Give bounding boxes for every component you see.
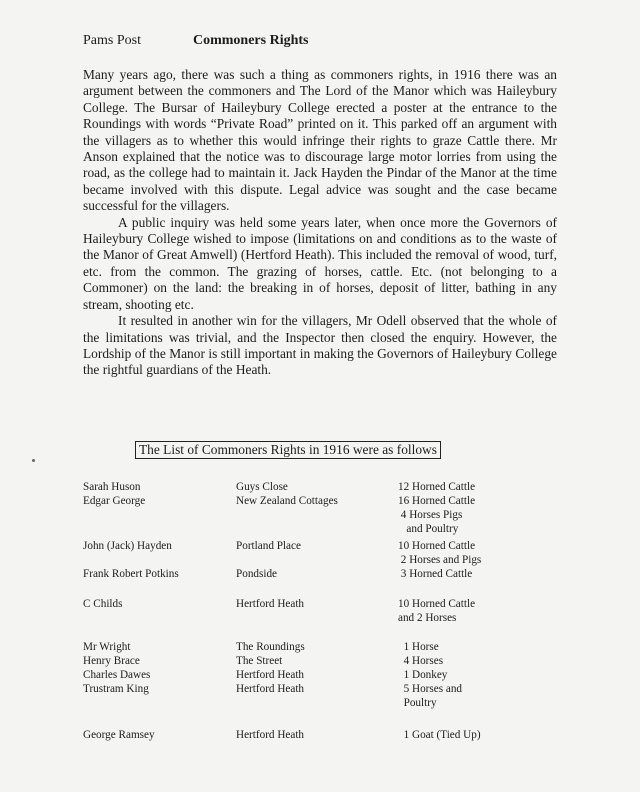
commoner-rights: 5 Horses and Poultry bbox=[403, 683, 463, 709]
commoner-name: C Childs bbox=[83, 598, 123, 610]
commoner-place: The Roundings bbox=[236, 641, 305, 653]
commoner-rights: 1 Goat (Tied Up) bbox=[398, 729, 481, 741]
commoner-rights: 1 Donkey bbox=[398, 669, 448, 681]
commoner-place: New Zealand Cottages bbox=[236, 495, 338, 507]
scan-speck bbox=[32, 459, 35, 462]
commoner-place: Hertford Heath bbox=[236, 729, 305, 741]
commoner-rights: 10 Horned Cattle and 2 Horses bbox=[398, 598, 476, 624]
commoner-name: Trustram King bbox=[83, 683, 149, 695]
commoner-name: Edgar George bbox=[83, 495, 146, 507]
commoner-rights: 3 Horned Cattle bbox=[398, 568, 473, 580]
commoner-name: Frank Robert Potkins bbox=[83, 568, 179, 580]
list-heading: The List of Commoners Rights in 1916 were as follows bbox=[135, 441, 441, 459]
commoner-place: Hertford Heath bbox=[236, 669, 305, 681]
commoner-rights: 1 Horse bbox=[398, 641, 439, 653]
commoner-place: Portland Place bbox=[236, 540, 301, 552]
commoner-name: John (Jack) Hayden bbox=[83, 540, 172, 552]
commoner-name: Mr Wright bbox=[83, 641, 131, 653]
commoner-rights: 16 Horned Cattle 4 Horses Pigs and Poultry bbox=[398, 495, 476, 535]
paragraph-2: A public inquiry was held some years later, when once more the Governors of Haileybury College wished to impose (limitations on and conditions as to the waste of the Manor of Great Amwell) (Hertford Heath). This included the removal of wood, turf, etc. from the common. The grazing of horses, cattle. Etc. (not belonging to a Commoner) on the land: the breaking in of horses, deposit of litter, bathing in any stream, shooting etc. bbox=[83, 214, 557, 312]
commoner-place: Hertford Heath bbox=[236, 598, 305, 610]
commoner-name: Charles Dawes bbox=[83, 669, 151, 681]
page-title: Commoners Rights bbox=[193, 33, 309, 48]
publication-name: Pams Post bbox=[83, 33, 141, 48]
commoner-place: Pondside bbox=[236, 568, 278, 580]
commoner-rights: 10 Horned Cattle 2 Horses and Pigs bbox=[398, 540, 482, 566]
commoner-rights: 4 Horses bbox=[398, 655, 444, 667]
commoner-name: Henry Brace bbox=[83, 655, 140, 667]
commoner-name: George Ramsey bbox=[83, 729, 155, 741]
commoner-place: The Street bbox=[236, 655, 283, 667]
commoner-place: Hertford Heath bbox=[236, 683, 305, 695]
commoner-rights: 12 Horned Cattle bbox=[398, 481, 476, 493]
paragraph-1: Many years ago, there was such a thing as commoners rights, in 1916 there was an argument between the commoners and The Lord of the Manor which was Haileybury College. The Bursar of Haileybury College erected a poster at the entrance to the Roundings with words “Private Road” printed on it. This parked off an argument with the villagers as to whether this would infringe their rights to graze Cattle there. Mr Anson explained that the notice was to discourage large motor lorries from using the road, as the college had to maintain it. Jack Hayden the Pindar of the Manor at the time became involved with this dispute. Legal advice was sought and the case became successful for the villagers. bbox=[83, 67, 557, 214]
commoner-place: Guys Close bbox=[236, 481, 288, 493]
paragraph-3: It resulted in another win for the villagers, Mr Odell observed that the whole of the limitations was trivial, and the Inspector then closed the enquiry. However, the Lordship of the Manor is still important in making the Governors of Haileybury College the rightful guardians of the Heath. bbox=[83, 313, 557, 378]
commoner-name: Sarah Huson bbox=[83, 481, 141, 493]
